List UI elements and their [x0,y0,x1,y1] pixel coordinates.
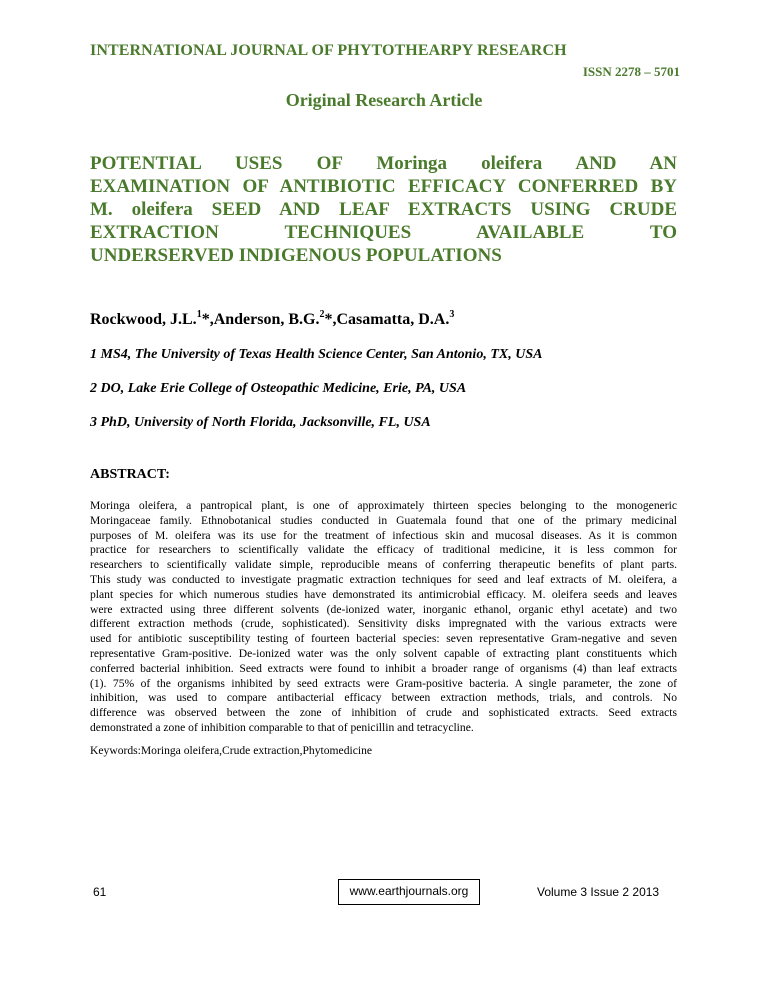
footer-page-number: 61 [93,885,107,899]
author-name: Rockwood, J.L. [90,311,197,328]
issn-number: ISSN 2278 – 5701 [582,64,680,79]
abstract-line: conferred bacterial inhibition. Seed extracts were found to inhibit a broader range of organisms (4) than leaf extracts [90,661,677,675]
title-line: UNDERSERVED INDIGENOUS POPULATIONS [90,245,502,266]
paper-title [90,152,677,267]
article-type: Original Research Article [285,90,483,110]
abstract-line: Moringa oleifera, a pantropical plant, is one of approximately thirteen species belonging to the monogeneric [90,499,677,512]
abstract-line: different extraction methods (crude, sophisticated). Sensitivity disks impregnated with the various extracts were [90,617,677,631]
abstract-line: demonstrated a zone of inhibition comparable to that of penicillin and tetracycline. [90,720,474,734]
affiliation-2: 2 DO, Lake Erie College of Osteopathic Medicine, Erie, PA, USA [90,381,467,396]
abstract-heading: ABSTRACT: [90,467,170,482]
author-name: *,Anderson, B.G. [201,311,320,328]
title-line: EXAMINATION OF ANTIBIOTIC EFFICACY CONFERRED BY [90,176,677,197]
abstract-line: plant species for which numerous studies have demonstrated its antimicrobial efficacy. M. oleifera seeds and leaves [90,587,677,601]
abstract-line: Moringaceae family. Ethnobotanical studies conducted in Guatemala found that one of the primary medicinal [90,513,677,527]
abstract-line: (1). 75% of the organisms inhibited by seed extracts were Gram-positive bacteria. A single parameter, the zone of [90,676,677,690]
affiliation-1: 1 MS4, The University of Texas Health Science Center, San Antonio, TX, USA [90,347,543,362]
title-line: EXTRACTION TECHNIQUES AVAILABLE TO [90,222,677,243]
title-line: POTENTIAL USES OF Moringa oleifera AND AN [90,153,677,174]
footer-journal-link[interactable]: www.earthjournals.org [338,879,480,905]
keywords: Keywords:Moringa oleifera,Crude extraction,Phytomedicine [90,744,373,757]
author-affiliation-mark: 3 [449,309,455,320]
abstract-line: purposes of M. oleifera was its use for the treatment of infectious skin and mucosal diseases. As it is common [90,528,677,542]
footer-volume-issue: Volume 3 Issue 2 2013 [537,885,660,899]
abstract-line: difference was observed between the zone of inhibition of crude and sophisticated extracts. Seed extracts [90,706,677,720]
abstract-line: were extracted using three different solvents (de-ionized water, inorganic ethanol, organic ethyl acetate) and two [90,602,677,616]
affiliation-3: 3 PhD, University of North Florida, Jacksonville, FL, USA [90,415,431,430]
title-line: M. oleifera SEED AND LEAF EXTRACTS USING CRUDE [90,199,677,220]
abstract-line: This study was conducted to investigate pragmatic extraction techniques for seed and leaf extracts of M. oleifera, a [90,572,677,586]
author-affiliation-mark: 2 [319,309,325,320]
author-list [90,311,454,329]
abstract-line: practice for researchers to scientifically validate the efficacy of traditional medicine, it is less common for [90,543,677,557]
abstract-body [90,499,677,736]
author-name: *,Casamatta, D.A. [324,311,450,328]
abstract-line: inhibition, was used to compare antibacterial efficacy between extraction methods, trials, and controls. No [90,691,677,705]
abstract-line: researchers to scientifically validate simple, reproducible means of conferring therapeutic benefits of plant parts. [90,558,677,572]
abstract-line: used for antibiotic susceptibility testing of fourteen bacterial species: seven representative Gram-negative and seven [90,632,677,646]
author-affiliation-mark: 1 [196,309,202,320]
abstract-line: representative Gram-positive. De-ionized water was the only solvent capable of extracting plant constituents which [90,646,677,660]
journal-title: INTERNATIONAL JOURNAL OF PHYTOTHEARPY RESEARCH [90,42,567,59]
